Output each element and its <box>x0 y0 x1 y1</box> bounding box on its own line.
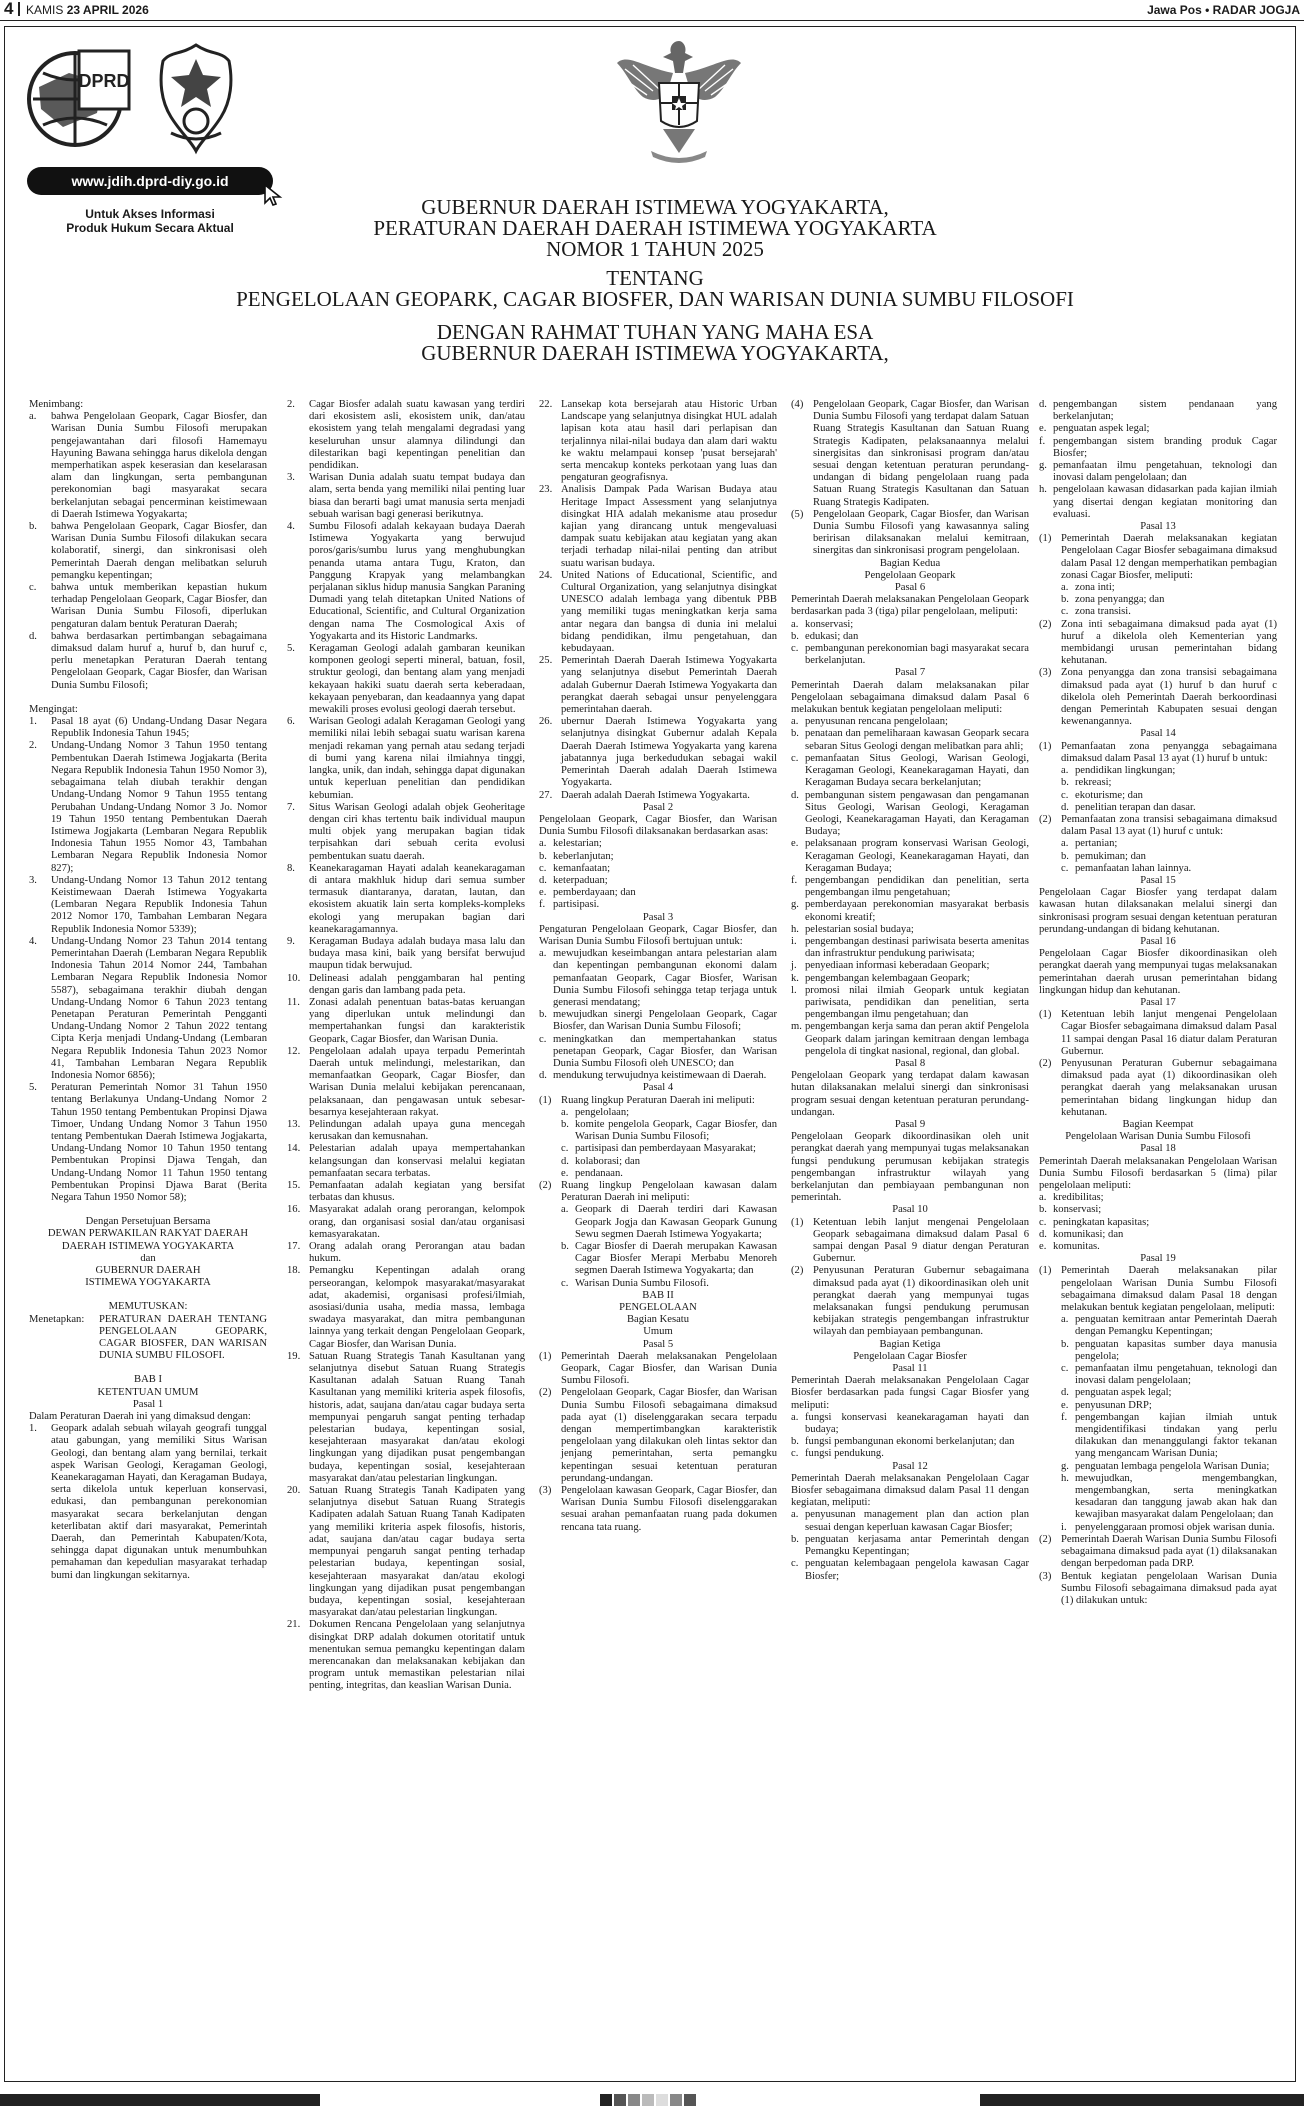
svg-text:DPRD: DPRD <box>78 71 130 91</box>
pasal-7-intro: Pemerintah Daerah dalam melaksanakan pilar Pengelolaan sebagaimana dimaksud dalam Pasal 6 melakukan bentuk kegiatan pengelolaan meliputi: <box>791 679 1029 716</box>
publication-brand: Jawa Pos • RADAR JOGJA <box>1147 3 1300 17</box>
zone-item: c. zona transisi. <box>1061 606 1131 618</box>
bagian-heading: Bagian Kedua Pengelolaan Geopark Pasal 6 <box>864 557 956 594</box>
function-item: a. fungsi konservasi keanekaragaman hayati dan budaya; <box>791 1411 1029 1436</box>
regulation-title: PERATURAN DAERAH DAERAH ISTIMEWA YOGYAKARTA <box>373 216 937 240</box>
ayat-item: (1) Pemanfaatan zona penyangga sebagaimana dimaksud dalam Pasal 13 ayat (1) huruf b untuk: <box>1039 740 1277 764</box>
activity-item: f. pengembangan pendidikan dan penelitian, serta pengembangan ilmu pengetahuan; <box>791 874 1029 899</box>
pilar-item: c. peningkatan kapasitas; <box>1039 1216 1150 1228</box>
column-2 <box>287 399 525 1693</box>
definition-item: 3. Warisan Dunia adalah suatu tempat budaya dan alam, serta benda yang memiliki nilai penting luar biasa dan berarti bagi umat manusia serta menjadi sebuah warisan bagi generasi berikutnya. <box>287 472 525 520</box>
activity-item: g. pemanfaatan ilmu pengetahuan, teknologi dan inovasi dalam pengelolaan; dan <box>1039 460 1277 484</box>
pasal-3-intro: Pengaturan Pengelolaan Geopark, Cagar Biosfer, dan Warisan Dunia Sumbu Filosofi bertujuan untuk: <box>539 923 777 947</box>
ayat-item: (3) Pengelolaan kawasan Geopark, Cagar Biosfer, dan Warisan Dunia Sumbu Filosofi diselenggarakan sesuai arahan pemanfaatan ruang pada dokumen rencana tata ruang. <box>539 1485 777 1533</box>
page-number: 4 <box>4 0 14 18</box>
column-4 <box>791 399 1029 1583</box>
pasal-heading: Pasal 12 <box>892 1460 928 1472</box>
tujuan-item: b. mewujudkan sinergi Pengelolaan Geopark, Cagar Biosfer, dan Warisan Dunia Sumbu Filosofi; <box>539 1009 777 1033</box>
definition-item: 7. Situs Warisan Geologi adalah objek Geoheritage dengan ciri khas tertentu baik individual maupun multi objek yang merupakan bagian tidak terpisahkan dari sebuah cerita evolusi pembentukan suatu daerah. <box>287 801 525 862</box>
mengingat-item: 1. Pasal 18 ayat (6) Undang-Undang Dasar Negara Republik Indonesia Tahun 1945; <box>29 716 267 740</box>
menimbang-item: d. bahwa berdasarkan pertimbangan sebagaimana dimaksud dalam huruf a, huruf b, dan huruf c, perlu menetapkan Peraturan Daerah tentang Pengelolaan Geopark, Cagar Biosfer, dan Warisan Dunia Sumbu Filosofi; <box>29 630 267 691</box>
ayat-item: (1) Ruang lingkup Peraturan Daerah ini meliputi: <box>539 1094 755 1106</box>
ayat-item: (1) Ketentuan lebih lanjut mengenai Pengelolaan Geopark sebagaimana dimaksud dalam Pasal 6 sampai dengan Pasal 9 diatur dengan Peraturan Gubernur. <box>791 1216 1029 1265</box>
activity-item: d. pengembangan sistem pendanaan yang berkelanjutan; <box>1039 399 1277 423</box>
ayat-item: (1) Pemerintah Daerah melaksanakan Pengelolaan Geopark, Cagar Biosfer, dan Warisan Dunia Sumbu Filosofi. <box>539 1350 777 1387</box>
pasal-6-intro: Pemerintah Daerah melaksanakan Pengelolaan Geopark berdasarkan pada 3 (tiga) pilar pengelolaan, meliputi: <box>791 594 1029 618</box>
definition-item: 10. Delineasi adalah penggambaran hal penting dengan garis dan lambang pada peta. <box>287 972 525 996</box>
asas-item: e. pemberdayaan; dan <box>539 887 636 899</box>
mengingat-label: Mengingat: <box>29 703 78 715</box>
activity-item: l. promosi nilai ilmiah Geopark untuk kegiatan pariwisata, pendidikan dan penelitian, serta pengembangan ilmu pengetahuan; dan <box>791 984 1029 1021</box>
bab-1-heading: BAB I KETENTUAN UMUM Pasal 1 <box>97 1374 199 1410</box>
zone-item: a. zona inti; <box>1061 582 1115 594</box>
ayat-item: (2) Pemerintah Daerah Warisan Dunia Sumbu Filosofi sebagaimana dimaksud pada ayat (1) dilaksanakan dengan berpedoman pada DRP. <box>1039 1533 1277 1570</box>
governor-title: GUBERNUR DAERAH ISTIMEWA YOGYAKARTA, <box>421 195 889 219</box>
definition-item: 2. Cagar Biosfer adalah suatu kawasan yang terdiri dari ekosistem asli, ekosistem unik, dan/atau ekosistem yang telah mengalami degradasi yang keseluruhan unsur alamnya dilindungi dan dilestarikan bagi kepentingan penelitian dan pendidikan. <box>287 399 525 472</box>
use-item: a. pendidikan lingkungan; <box>1061 765 1176 777</box>
definition-item: 11. Zonasi adalah penentuan batas-batas keruangan yang diperlukan untuk melindungi dan mempertahankan fungsi dan karakteristik Geopark, Cagar Biosfer, dan Warisan Dunia. <box>287 996 525 1045</box>
pasal-heading: Pasal 4 <box>642 1082 674 1094</box>
definition-item: 16. Masyarakat adalah orang perorangan, kelompok orang, dan organisasi sosial dan/atau organisasi kemasyarakatan. <box>287 1204 525 1240</box>
asas-item: d. keterpaduan; <box>539 874 608 886</box>
bagian-heading: Bagian Ketiga Pengelolaan Cagar Biosfer Pasal 11 <box>853 1338 967 1375</box>
activity-item: b. penataan dan pemeliharaan kawasan Geopark secara sebaran Situs Geologi dengan melibatkan para ahli; <box>791 728 1029 752</box>
pilar-item: d. komunikasi; dan <box>1039 1228 1124 1240</box>
ayat-item: (2) Pemanfaatan zona transisi sebagaimana dimaksud dalam Pasal 13 ayat (1) huruf c untuk: <box>1039 813 1277 838</box>
pasal-16-text: Pengelolaan Cagar Biosfer dikoordinasikan oleh perangkat daerah yang mempunyai tugas melaksanakan pemerintahan daerah urusan pemerintahan bidang lingkungan hidup dan kehutanan. <box>1039 948 1277 996</box>
column-3 <box>539 399 777 1534</box>
activity-item: h. pengelolaan kawasan didasarkan pada kajian ilmiah yang disertai dengan kegiatan monitoring dan evaluasi. <box>1039 484 1277 520</box>
activity-item: d. pembangunan sistem pengawasan dan pengamanan Situs Geologi, Warisan Geologi, Keragaman Geologi, Keanekaragaman Hayati, dan Keragaman Budaya; <box>791 789 1029 838</box>
pasal-12-intro: Pemerintah Daerah melaksanakan Pengelolaan Cagar Biosfer sebagaimana dimaksud dalam Pasal 11 dengan kegiatan, meliputi: <box>791 1472 1029 1509</box>
pasal-8-text: Pengelolaan Geopark yang terdapat dalam kawasan hutan dilaksanakan melalui sinergi dan sinkronisasi program sesuai dengan ketentuan peraturan perundang-undangan. <box>791 1070 1029 1118</box>
diy-crest-emblem-icon <box>141 41 251 155</box>
scope-item: a. pengelolaan; <box>561 1106 630 1118</box>
definition-item: 22. Lansekap kota bersejarah atau Historic Urban Landscape yang selanjutnya disingkat HUL adalah lapisan kota atau hasil dari perlapisan dan terjalinnya nilai-nilai budaya dan alam dari waktu ke waktu melampaui konsep 'pusat bersejarah' serta mencakup konteks perkotaan yang luas dan pengaturan geografisnya. <box>539 399 777 484</box>
definition-item: 18. Pemangku Kepentingan adalah orang perseorangan, kelompok masyarakat/masyarakat adat, akademisi, organisasi profesi/ilmiah, asosiasi/dunia usaha, media massa, lembaga swadaya masyarakat, dan mitra pembangunan lainnya yang terkait dengan Pengelolaan Geopark, Cagar Biosfer, dan Warisan Dunia. <box>287 1265 525 1350</box>
definition-item: 19. Satuan Ruang Strategis Tanah Kasultanan yang selanjutnya disebut Satuan Ruang Strategis Kasultanan adalah Satuan Ruang Tanah Kasultanan yang memiliki kriteria aspek filosofis, historis, adat, saujana dan/atau cagar budaya serta mempunyai pengaruh sangat penting terhadap pelestarian budaya, kepentingan sosial, kesejahteraan masyarakat dan/atau ekologi lingkungan yang dijadikan pusat pengembangan budaya, kepentingan sosial, kesejahteraan masyarakat dan/atau pelestarian lingkungan. <box>287 1350 525 1484</box>
regulation-number: NOMOR 1 TAHUN 2025 <box>546 237 764 261</box>
access-info-caption: Untuk Akses Informasi Produk Hukum Secara Aktual <box>66 207 234 235</box>
pasal-heading: Pasal 2 <box>642 801 674 813</box>
activity-item: h. mewujudkan, mengembangkan, mengembangkan, serta meningkatkan kesadaran dan tanggung jawab akan hak dan kewajiban masyarakat dalam Pengelolaan; dan <box>1061 1472 1277 1521</box>
pilar-item: e. komunitas. <box>1039 1241 1100 1253</box>
regulation-subject: PENGELOLAAN GEOPARK, CAGAR BIOSFER, DAN WARISAN DUNIA SUMBU FILOSOFI <box>236 287 1074 311</box>
garuda-pancasila-emblem-icon <box>613 33 745 169</box>
bab-2-heading: BAB II PENGELOLAAN Bagian Kesatu Umum Pasal 5 <box>619 1289 697 1350</box>
definition-item: 6. Warisan Geologi adalah Keragaman Geologi yang memiliki nilai lebih sebagai suatu warisan karena menjadi rekaman yang pernah atau sedang terjadi di bumi yang karena nilai ilmiahnya tinggi, langka, unik, dan indah, sehingga dapat digunakan untuk keperluan penelitian dan pendidikan kebumian. <box>287 716 525 801</box>
ayat-item: (3) Bentuk kegiatan pengelolaan Warisan Dunia Sumbu Filosofi sebagaimana dimaksud pada ayat (1) dilakukan untuk: <box>1039 1570 1277 1606</box>
menimbang-item: b. bahwa Pengelolaan Geopark, Cagar Biosfer, dan Warisan Dunia Sumbu Filosofi dilakukan secara kolaboratif, sinergi, dan sinkronisasi oleh Pemerintah Daerah dengan melibatkan seluruh pemangku kepentingan; <box>29 521 267 581</box>
column-1 <box>29 399 267 1582</box>
definition-item: 4. Sumbu Filosofi adalah kekayaan budaya Daerah Istimewa Yogyakarta yang berwujud poros/garis/sumbu lurus yang menghubungkan penanda utama antara Tugu, Kraton, dan Panggung Krapyak yang melambangkan perjalanan siklus hidup manusia Sangkan Paraning Dumadi yang telah ditetapkan United Nations of Educational, Scientific, and Cultural Organization dengan nama The Cosmological Axis of Yogyakarta and its Historic Landmarks. <box>287 521 525 642</box>
pilar-item: b. konservasi; <box>1039 1204 1102 1216</box>
activity-item: e. pelaksanaan program konservasi Warisan Geologi, Keragaman Geologi, Keanekaragaman Hayati, dan Keragaman Budaya; <box>791 838 1029 874</box>
tentang-label: TENTANG <box>606 266 704 290</box>
definition-item: 27. Daerah adalah Daerah Istimewa Yogyakarta. <box>539 789 750 801</box>
definition-item: 15. Pemanfaatan adalah kegiatan yang bersifat terbatas dan khusus. <box>287 1180 525 1204</box>
issue-date: KAMIS 23 APRIL 2026 <box>26 3 149 17</box>
column-5 <box>1039 399 1277 1607</box>
mengingat-item: 5. Peraturan Pemerintah Nomor 31 Tahun 1950 tentang Berlakunya Undang-Undang Nomor 2 Tahun 1950 tentang Pembentukan Propinsi Djawa Timoer, Undang Undang Nomor 3 Tahun 1950 tentang Pembentukan Daerah Istimewa Jogjakarta, Undang-Undang Nomor 10 Tahun 1950 tentang Pembentukan Propinsi Djawa Tengah, dan Undang-Undang Nomor 11 Tahun 1950 tentang Pembentukan Propinsi Djawa Barat (Berita Negara Tahun 1950 Nomor 58); <box>29 1082 267 1203</box>
tujuan-item: a. mewujudkan keseimbangan antara pelestarian alam dan kepentingan pembangunan ekonomi dalam pemanfaatan Geopark, Cagar Biosfer, Warisan Dunia Sumbu Filosofi sehingga tetap terjaga untuk generasi mendatang; <box>539 948 777 1008</box>
regulation-page <box>4 26 1296 2082</box>
activity-item: j. penyediaan informasi keberadaan Geopark; <box>791 960 990 972</box>
ayat-item: (1) Pemerintah Daerah melaksanakan pilar pengelolaan Warisan Dunia Sumbu Filosofi sebagaimana dimaksud dalam Pasal 18 dengan melakukan bentuk kegiatan pengelolaan, meliputi: <box>1039 1265 1277 1314</box>
activity-item: c. pemanfaatan ilmu pengetahuan, teknologi dan inovasi dalam pengelolaan; <box>1061 1363 1277 1387</box>
pasal-heading: Pasal 9 <box>894 1118 926 1130</box>
pasal-2-intro: Pengelolaan Geopark, Cagar Biosfer, dan Warisan Dunia Sumbu Filosofi dilaksanakan berdasarkan asas: <box>539 813 777 838</box>
menetapkan-block: Menetapkan: PERATURAN DAERAH TENTANG PENGELOLAAN GEOPARK, CAGAR BIOSFER, DAN WARISAN DUNIA SUMBU FILOSOFI. <box>29 1313 267 1362</box>
pasal-11-intro: Pemerintah Daerah melaksanakan Pengelolaan Cagar Biosfer berdasarkan pada fungsi Cagar Biosfer yang meliputi: <box>791 1375 1029 1411</box>
definition-item: 24. United Nations of Educational, Scientific, and Cultural Organization, yang selanjutnya disingkat UNESCO adalah lembaga yang dibentuk PBB yang memiliki tugas meningkatkan kerja sama antar negara dan bangsa di dunia ini melalui bidang pendidikan, ilmu pengetahuan, dan kebudayaan. <box>539 569 777 655</box>
pasal-heading: Pasal 13 <box>1140 521 1176 533</box>
ayat-item: (2) Pengelolaan Geopark, Cagar Biosfer, dan Warisan Dunia Sumbu Filosofi sebagaimana dimaksud pada ayat (1) diselenggarakan secara terpadu dengan mempertimbangkan karakteristik pengelolaan yang dilakukan oleh lintas sektor dan jenjang pemerintahan, serta pemangku kepentingan sesuai ketentuan peraturan perundang-undangan. <box>539 1387 777 1484</box>
pasal-heading: Pasal 14 <box>1140 728 1176 740</box>
menimbang-label: Menimbang: <box>29 399 84 410</box>
activity-item: c. penguatan kelembagaan pengelola kawasan Cagar Biosfer; <box>791 1558 1029 1582</box>
scope-item: e. pendanaan. <box>561 1167 623 1179</box>
mengingat-item: 3. Undang-Undang Nomor 13 Tahun 2012 tentang Keistimewaan Daerah Istimewa Yogyakarta (Lembaran Negara Republik Indonesia Tahun 2012 Nomor 170, Tambahan Lembaran Negara Republik Indonesia Nomor 5339); <box>29 874 267 935</box>
tujuan-item: d. mendukung terwujudnya keistimewaan di Daerah. <box>539 1070 767 1082</box>
ayat-item: (2) Zona inti sebagaimana dimaksud pada ayat (1) huruf a dikelola oleh Kementerian yang membidangi urusan pemerintahan bidang kehutanan. <box>1039 618 1277 667</box>
ayat-item: (2) Penyusunan Peraturan Gubernur sebagaimana dimaksud pada ayat (1) dikoordinasikan oleh unit perangkat daerah yang mempunyai tugas melaksanakan fungsi pendukung perumusan kebijakan strategis pengembangan infrastruktur wilayah dan pembiayaan pembangunan. <box>791 1265 1029 1338</box>
pasal-heading: Pasal 8 <box>894 1057 926 1069</box>
use-item: c. pemanfaatan lahan lainnya. <box>1061 862 1192 874</box>
pasal-heading: Pasal 19 <box>1140 1253 1176 1265</box>
ayat-item: (4) Pengelolaan Geopark, Cagar Biosfer, dan Warisan Dunia Sumbu Filosofi yang terdapat dalam Satuan Ruang Strategis Kasultanan dan Satuan Ruang Strategis Kadipaten, pelaksanaannya melalui sinergisitas dan sinkronisasi program dan/atau sesuai dengan ketentuan peraturan perundang-undangan di bidang pengelolaan ruang pada Satuan Ruang Strategis Kasultanan dan Satuan Ruang Strategis Kadipaten. <box>791 399 1029 508</box>
definition-item: 1. Geopark adalah sebuah wilayah geografi tunggal atau gabungan, yang memiliki Situs Warisan Geologi, dan bentang alam yang bernilai, terkait aspek Warisan Geologi, Keragaman Geologi, Keanekaragaman Hayati, dan Keragaman Budaya, serta dikelola untuk keperluan konservasi, edukasi, dan pembangunan perekonomian masyarakat secara berkelanjutan dengan keterlibatan aktif dari masyarakat, Pemerintah Daerah, dan Pemerintah Kabupaten/Kota, sehingga dapat digunakan untuk menumbuhkan pemahaman dan kepedulian masyarakat terhadap bumi dan lingkungan sekitarnya. <box>29 1423 267 1581</box>
scope-item: d. kolaborasi; dan <box>561 1155 641 1167</box>
pasal-heading: Pasal 7 <box>894 667 926 679</box>
ayat-item: (3) Zona penyangga dan zona transisi sebagaimana dimaksud pada ayat (1) huruf b dan huruf c dikelola oleh Pemerintah Daerah berkoordinasi dengan Pemerintah Kabupaten sesuai dengan kewenangannya. <box>1039 667 1277 728</box>
scope-item: b. komite pengelola Geopark, Cagar Biosfer, dan Warisan Dunia Sumbu Filosofi; <box>561 1118 777 1143</box>
activity-item: b. penguatan kapasitas sumber daya manusia pengelola; <box>1061 1338 1277 1362</box>
activity-item: m. pengembangan kerja sama dan peran aktif Pengelola Geopark dalam jaringan kemitraan dengan lembaga pengelola di tingkat nasional, regional, dan global. <box>791 1021 1029 1057</box>
print-registration-strip <box>0 2090 1304 2106</box>
pasal-15-text: Pengelolaan Cagar Biosfer yang terdapat dalam kawasan hutan dilaksanakan melalui sinergi dan sinkronisasi program sesuai dengan ketentuan peraturan perundang-undangan di bidang kehutanan. <box>1039 887 1277 935</box>
activity-item: e. penyusunan DRP; <box>1061 1399 1152 1411</box>
activity-item: k. pengembangan kelembagaan Geopark; <box>791 972 970 984</box>
activity-item: g. pemberdayaan perekonomian masyarakat berbasis ekonomi kreatif; <box>791 899 1029 923</box>
function-item: b. fungsi pembangunan ekonomi berkelanjutan; dan <box>791 1436 1015 1448</box>
scope-item: c. Warisan Dunia Sumbu Filosofi. <box>561 1277 709 1289</box>
use-item: a. pertanian; <box>1061 838 1118 850</box>
menimbang-item: c. bahwa untuk memberikan kepastian hukum terhadap Pengelolaan Geopark, Cagar Biosfer, dan Warisan Dunia Sumbu Filosofi, diperlukan pengaturan dalam bentuk Peraturan Daerah; <box>29 582 267 630</box>
ayat-item: (2) Penyusunan Peraturan Gubernur sebagaimana dimaksud pada ayat (1) dikoordinasikan oleh perangkat daerah yang melaksanakan urusan pemerintahan bidang lingkungan hidup dan kehutanan. <box>1039 1057 1277 1118</box>
ayat-item: (1) Ketentuan lebih lanjut mengenai Pengelolaan Cagar Biosfer sebagaimana dimaksud dalam Pasal 11 sampai dengan Pasal 16 diatur dalam Peraturan Gubernur. <box>1039 1009 1277 1057</box>
activity-item: c. pemanfaatan Situs Geologi, Warisan Geologi, Keragaman Geologi, Keanekaragaman Hayati, dan Keragaman Budaya secara berkelanjutan; <box>791 752 1029 789</box>
use-item: c. ekoturisme; dan <box>1061 789 1143 801</box>
definition-item: 25. Pemerintah Daerah Daerah Istimewa Yogyakarta yang selanjutnya disebut Pemerintah Daerah adalah Gubernur Daerah Istimewa Yogyakarta dan perangkat daerah sebagai unsur penyelenggara pemerintahan daerah. <box>539 655 777 716</box>
pasal-heading: Pasal 15 <box>1140 874 1176 886</box>
pasal-heading: Pasal 10 <box>892 1204 928 1216</box>
asas-item: f. partisipasi. <box>539 899 600 911</box>
definition-item: 13. Pelindungan adalah upaya guna mencegah kerusakan dan kemusnahan. <box>287 1118 525 1143</box>
definition-item: 26. ubernur Daerah Istimewa Yogyakarta yang selanjutnya disingkat Gubernur adalah Kepala Daerah Daerah Istimewa Yogyakarta yang karena jabatannya juga berkedudukan sebagai wakil Pemerintah Daerah adalah Daerah Istimewa Yogyakarta. <box>539 716 777 789</box>
jdih-website-link[interactable]: www.jdih.dprd-diy.go.id <box>27 167 273 195</box>
definition-item: 14. Pelestarian adalah upaya mempertahankan kelangsungan dan konservasi melalui kegiatan pemanfaatan secara terbatas. <box>287 1143 525 1179</box>
menimbang-item: a. bahwa Pengelolaan Geopark, Cagar Biosfer, dan Warisan Dunia Sumbu Filosofi merupakan pengejawantahan dari filosofi Hamemayu Hayuning Bawana sehingga harus dikelola dengan memperhatikan aspek keserasian dan keselarasan alam dan lingkungan, serta pembangunan perekonomian bagi masyarakat secara berkelanjutan sebagai pencerminan keistimewaan di Daerah Istimewa Yogyakarta; <box>29 411 267 520</box>
activity-item: a. penguatan kemitraan antar Pemerintah Daerah dengan Pemangku Kepentingan; <box>1061 1314 1277 1338</box>
definition-item: 5. Keragaman Geologi adalah gambaran keunikan komponen geologi seperti mineral, batuan, fosil, struktur geologi, dan bentang alam yang menjadi kekayaan hakiki suatu daerah serta keberadaan, kekayaan penyebaran, dan keadaannya yang dapat mewakili proses evolusi geologi daerah tersebut. <box>287 643 525 716</box>
activity-item: h. pelestarian sosial budaya; <box>791 923 914 935</box>
definition-item: 12. Pengelolaan adalah upaya terpadu Pemerintah Daerah untuk melindungi, melestarikan, dan memanfaatkan Geopark, Cagar Biosfer, dan Warisan Dunia melalui kebijakan perencanaan, pelaksanaan, dan pengawasan untuk sebesar-besarnya kesejahteraan rakyat. <box>287 1045 525 1118</box>
pasal-heading: Pasal 16 <box>1140 935 1176 947</box>
definition-item: 21. Dokumen Rencana Pengelolaan yang selanjutnya disingkat DRP adalah dokumen otoritatif untuk menentukan semua pemangku kepentingan dalam merencanakan dan melaksanakan kebijakan dan program untuk memastikan pelestarian nilai penting, integritas, dan keaslian Warisan Dunia. <box>287 1619 525 1692</box>
pilar-item: a. kredibilitas; <box>1039 1192 1104 1204</box>
definition-item: 9. Keragaman Budaya adalah budaya masa lalu dan budaya masa kini, baik yang bersifat berwujud maupun tidak berwujud. <box>287 935 525 972</box>
governor-title-repeat: GUBERNUR DAERAH ISTIMEWA YOGYAKARTA, <box>421 341 889 365</box>
scope-item: b. Cagar Biosfer di Daerah merupakan Kawasan Cagar Biosfer Merapi Merbabu Menoreh segmen Daerah Istimewa Yogyakarta; dan <box>561 1241 777 1277</box>
ayat-item: (2) Ruang lingkup Pengelolaan kawasan dalam Peraturan Daerah ini meliputi: <box>539 1180 777 1204</box>
activity-item: a. penyusunan management plan dan action plan sesuai dengan keperluan kawasan Cagar Biosfer; <box>791 1509 1029 1533</box>
approval-block: Dengan Persetujuan Bersama DEWAN PERWAKILAN RAKYAT DAERAH DAERAH ISTIMEWA YOGYAKARTA dan GUBERNUR DAERAH ISTIMEWA YOGYAKARTA MEMUTUSKAN: <box>47 1216 249 1313</box>
pasal-1-intro: Dalam Peraturan Daerah ini yang dimaksud dengan: <box>29 1411 251 1423</box>
function-item: c. fungsi pendukung. <box>791 1448 884 1460</box>
pasal-heading: Pasal 17 <box>1140 996 1176 1008</box>
activity-item: f. pengembangan kajian ilmiah untuk mengidentifikasi tindakan yang perlu dilakukan dan menanggulangi faktor tekanan yang mengancam Warisan Dunia; <box>1061 1411 1277 1460</box>
activity-item: i. pengembangan destinasi pariwisata beserta amenitas dan infrastruktur pendukung pariwisata; <box>791 935 1029 960</box>
mengingat-item: 4. Undang-Undang Nomor 23 Tahun 2014 tentang Pemerintahan Daerah (Lembaran Negara Republik Indonesia Tahun 2014 Nomor 244, Tambahan Lembaran Negara Republik Indonesia Nomor 5587), sebagaimana terakhir diubah dengan Undang-Undang Nomor 6 Tahun 2023 tentang Penetapan Peraturan Pemerintah Pengganti Undang-Undang Nomor 2 Tahun 2022 tentang Cipta Kerja menjadi Undang-Undang (Lembaran Negara Republik Indonesia Tahun 2023 Nomor 41, Tambahan Lembaran Negara Republik Indonesia Nomor 6856); <box>29 935 267 1081</box>
pilar-item: b. edukasi; dan <box>791 630 859 642</box>
zone-item: b. zona penyangga; dan <box>1061 594 1165 606</box>
activity-item: f. pengembangan sistem branding produk Cagar Biosfer; <box>1039 435 1277 459</box>
definition-item: 8. Keanekaragaman Hayati adalah keanekaragaman di antara makhluk hidup dari semua sumber termasuk diantaranya, daratan, lautan, dan ekosistem akuatik lain serta kompleks-kompleks ekologi yang merupakan bagian dari keanekaragamannya. <box>287 862 525 935</box>
tujuan-item: c. meningkatkan dan mempertahankan status penetapan Geopark, Cagar Biosfer, dan Warisan Dunia Sumbu Filosofi oleh UNESCO; dan <box>539 1033 777 1069</box>
definition-item: 17. Orang adalah orang Perorangan atau badan hukum. <box>287 1241 525 1265</box>
use-item: d. penelitian terapan dan dasar. <box>1061 801 1196 813</box>
regulation-heading <box>155 197 1155 364</box>
scope-item: a. Geopark di Daerah terdiri dari Kawasan Geopark Jogja dan Kawasan Geopark Gunung Sewu segmen Daerah Istimewa Yogyakarta; <box>561 1204 777 1240</box>
activity-item: b. penguatan kerjasama antar Pemerintah dengan Pemangku Kepentingan; <box>791 1533 1029 1558</box>
use-item: b. pemukiman; dan <box>1061 850 1146 862</box>
divine-invocation: DENGAN RAHMAT TUHAN YANG MAHA ESA <box>436 320 874 344</box>
mengingat-item: 2. Undang-Undang Nomor 3 Tahun 1950 tentang Pembentukan Daerah Istimewa Jogjakarta (Berita Negara Republik Indonesia Tahun 1950 Nomor 3), sebagaimana telah diubah terakhir dengan Undang-Undang Nomor 9 Tahun 1955 tentang Perubahan Undang-Undang Nomor 3 Jo. Nomor 19 Tahun 1950 tentang Pembentukan Daerah Istimewa Jogjakarta (Lembaran Negara Republik Indonesia Tahun 1955 Nomor 43, Tambahan Lembaran Negara Republik Indonesia Nomor 827); <box>29 740 267 874</box>
asas-item: a. kelestarian; <box>539 838 602 850</box>
pilar-item: a. konservasi; <box>791 618 854 630</box>
scope-item: c. partisipasi dan pemberdayaan Masyarakat; <box>561 1143 756 1155</box>
bagian-heading: Bagian Keempat Pengelolaan Warisan Dunia Sumbu Filosofi Pasal 18 <box>1065 1118 1251 1155</box>
ayat-item: (1) Pemerintah Daerah melaksanakan kegiatan Pengelolaan Cagar Biosfer sebagaimana dimaksud dalam Pasal 12 dengan memperhatikan pembagian zonasi Cagar Biosfer, meliputi: <box>1039 533 1277 581</box>
header-divider <box>18 2 20 16</box>
activity-item: a. penyusunan rencana pengelolaan; <box>791 716 948 728</box>
pasal-9-text: Pengelolaan Geopark dikoordinasikan oleh unit perangkat daerah yang mempunyai tugas melaksanakan fungsi pendukung perumusan kebijakan strategis pengembangan infrastruktur wilayah yang berkelanjutan dan pembiayaan pembangunan non pemerintah. <box>791 1131 1029 1204</box>
activity-item: d. penguatan aspek legal; <box>1061 1387 1172 1399</box>
activity-item: g. penguatan lembaga pengelola Warisan Dunia; <box>1061 1460 1270 1472</box>
pasal-heading: Pasal 3 <box>642 911 674 923</box>
dprd-globe-logo-icon <box>23 43 133 153</box>
pilar-item: c. pembangunan perekonomian bagi masyarakat secara berkelanjutan. <box>791 643 1029 667</box>
ayat-item: (5) Pengelolaan Geopark, Cagar Biosfer, dan Warisan Dunia Sumbu Filosofi yang kawasannya saling beririsan dilaksanakan melalui kemitraan, sinergitas dan sinkronisasi program pengelolaan. <box>791 508 1029 557</box>
definition-item: 23. Analisis Dampak Pada Warisan Budaya atau Heritage Impact Assessment yang selanjutnya disingkat HIA adalah mekanisme atau prosedur kajian yang dirancang untuk mengevaluasi dampak suatu kebijakan atau kegiatan yang akan terjadi terhadap nilai-nilai penting dan atribut suatu warisan budaya. <box>539 484 777 569</box>
page-header-bar <box>0 0 1304 21</box>
definition-item: 20. Satuan Ruang Strategis Tanah Kadipaten yang selanjutnya disebut Satuan Ruang Strategis Kadipaten adalah Satuan Ruang Tanah Kadipaten yang memiliki kriteria aspek filosofis, historis, adat, saujana dan/atau cagar budaya serta mempunyai pengaruh sangat penting terhadap pelestarian budaya, kepentingan sosial, kesejahteraan masyarakat dan/atau ekologi lingkungan yang dijadikan pusat pengembangan budaya, kepentingan sosial, kesejahteraan masyarakat dan/atau pelestarian lingkungan. <box>287 1485 525 1619</box>
pasal-18-intro: Pemerintah Daerah melaksanakan Pengelolaan Warisan Dunia Sumbu Filosofi berdasarkan 5 (lima) pilar pengelolaan meliputi: <box>1039 1155 1277 1191</box>
use-item: b. rekreasi; <box>1061 777 1112 789</box>
asas-item: b. keberlanjutan; <box>539 850 614 862</box>
asas-item: c. kemanfaatan; <box>539 862 611 874</box>
activity-item: i. penyelenggaraan promosi objek warisan dunia. <box>1061 1521 1275 1533</box>
activity-item: e. penguatan aspek legal; <box>1039 423 1150 435</box>
